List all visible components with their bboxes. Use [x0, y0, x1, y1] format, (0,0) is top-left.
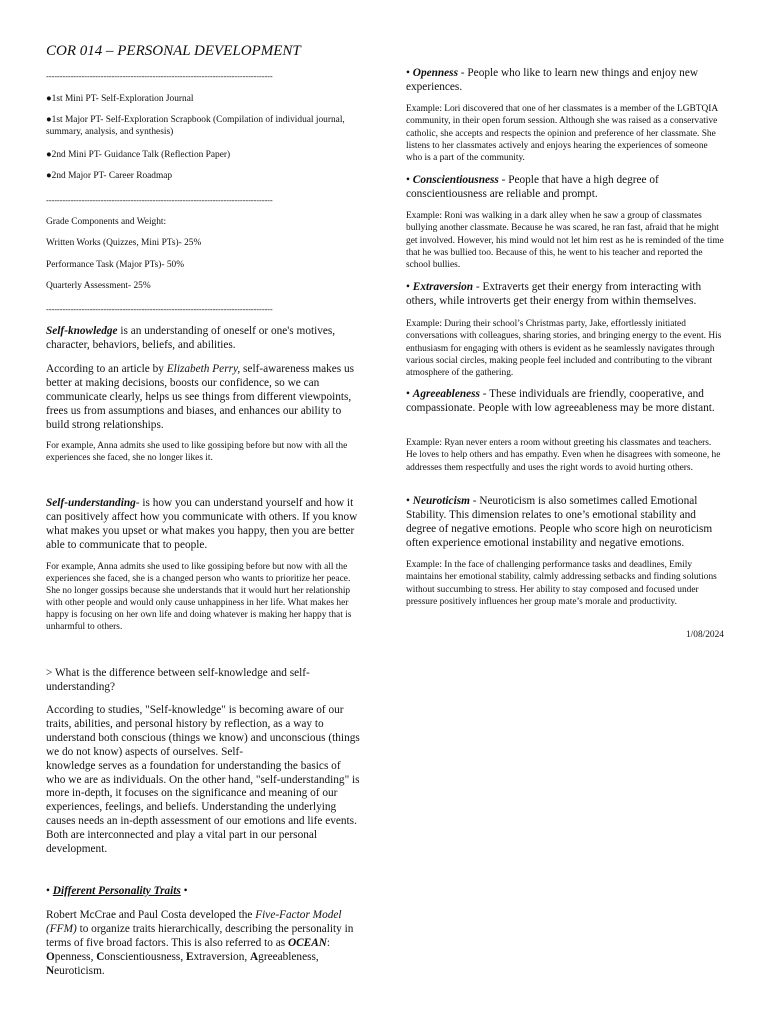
self-understanding-example: For example, Anna admits she used to like gossiping before but now with all the experiences she faced, she is a changed person who wants to prioritize her peace. She no longer gossips because she understands that it would hurt her relationship with other people and would only cause unhappiness in her life. What makes her happy is focusing on her own life and doing whatever is making her happy that is unharmful to others. [46, 562, 352, 632]
grade-item: Written Works (Quizzes, Mini PTs)- 25% [46, 238, 202, 248]
divider: ----------------------------------------------------------------------------------- [46, 71, 273, 81]
self-understanding-definition: Self-understanding- is how you can understand yourself and how it can positively affect how you communicate with others. If you know what makes you upset or what makes you happy, then you are better able to communicate that to people. [46, 497, 358, 551]
ffm-intro: Robert McCrae and Paul Costa developed the Five-Factor Model (FFM) to organize traits hierarchically, describing the personality in terms of five broad factors. This is also referred to as OCEAN: Openness, Conscientiousness, Extraversion, Agreeableness, Neuroticism. [46, 909, 354, 977]
trait-example: Example: Roni was walking in a dark alley when he saw a group of classmates bullying another classmate. Because he was scared, he ran fast, afraid that he might get involved. However, his mind would not let him rest as he is reminded of the time that he was bullied too. Because of this, he went to his teacher and reported the school bullies. [406, 211, 724, 271]
task-item: ●2nd Major PT- Career Roadmap [46, 171, 173, 181]
divider: ----------------------------------------------------------------------------------- [46, 195, 273, 205]
grade-heading: Grade Components and Weight: [46, 217, 167, 227]
personality-heading: • Different Personality Traits • [46, 885, 188, 897]
trait-openness: • Openness - People who like to learn new things and enjoy new experiences. [406, 67, 698, 93]
task-item: ●1st Major PT- Self-Exploration Scrapbook (Compilation of individual journal, summary, analysis, and synthesis) [46, 115, 345, 137]
term: Self-knowledge [46, 325, 118, 337]
trait-extraversion: • Extraversion - Extraverts get their energy from interacting with others, while introverts get their energy from within themselves. [406, 281, 702, 307]
difference-question: > What is the difference between self-knowledge and self-understanding? [46, 667, 310, 693]
trait-example: Example: In the face of challenging performance tasks and deadlines, Emily maintains her emotional stability, calmly addressing setbacks and finding solutions without succumbing to stress. Her ability to stay composed and focused under pressure positively influences her group mate’s morale and productivity. [406, 560, 717, 607]
task-item: ●2nd Mini PT- Guidance Talk (Reflection Paper) [46, 150, 231, 160]
page-title: COR 014 – PERSONAL DEVELOPMENT [46, 43, 301, 59]
grade-item: Performance Task (Major PTs)- 50% [46, 260, 185, 270]
trait-agreeableness: • Agreeableness - These individuals are friendly, cooperative, and compassionate. People with low agreeableness may be more distant. [406, 388, 715, 414]
self-knowledge-definition: Self-knowledge is an understanding of oneself or one's motives, character, behaviors, beliefs, and abilities. [46, 325, 336, 351]
term: Self-understanding [46, 497, 136, 509]
author: Elizabeth Perry, [166, 363, 241, 375]
self-knowledge-example: For example, Anna admits she used to like gossiping before but now with all the experiences she faced, she no longer likes it. [46, 441, 348, 463]
grade-item: Quarterly Assessment- 25% [46, 281, 151, 291]
task-item: ●1st Mini PT- Self-Exploration Journal [46, 94, 194, 104]
trait-example: Example: Ryan never enters a room without greeting his classmates and teachers. He loves to help others and has empathy. Even when he disagrees with someone, he addresses them respectfully and uses the right words to avoid hurting others. [406, 438, 721, 473]
difference-answer: According to studies, "Self-knowledge" is becoming aware of our traits, abilities, and personal history by reflection, as a way to understand both conscious (things we know) and unconscious (things we do not know) aspects of ourselves. Self- knowledge serves as a foundation for understanding the basics of who we are as individuals. On the other hand, "self-understanding" is more in-depth, it focuses on the significance and meaning of our experiences, feelings, and beliefs. Understanding the underlying causes needs an in-depth assessment of our emotions and life events. Both are interconnected and play a vital part in our personal development. [46, 704, 360, 856]
trait-neuroticism: • Neuroticism - Neuroticism is also sometimes called Emotional Stability. This dimension relates to one’s emotional stability and degree of negative emotions. People who score high on neuroticism often experience emotional instability and negative emotions. [406, 495, 713, 549]
trait-conscientiousness: • Conscientiousness - People that have a high degree of conscientiousness are reliable and prompt. [406, 174, 659, 200]
date-stamp: 1/08/2024 [685, 630, 724, 640]
self-knowledge-article: According to an article by Elizabeth Perry, self-awareness makes us better at making decisions, boosts our confidence, so we can communicate clearly, helps us see things from different viewpoints, frees us from assumptions and biases, and enhances our ability to build strong relationships. [46, 363, 355, 431]
trait-example: Example: Lori discovered that one of her classmates is a member of the LGBTQIA community, in their open forum session. Although she was raised as a conservative catholic, she accepts and respects the opinion and preference of her classmate. She listens to her classmates actively and enjoys hearing the experiences of someone who is a part of the community. [406, 104, 718, 164]
divider: ----------------------------------------------------------------------------------- [46, 304, 273, 314]
trait-example: Example: During their school’s Christmas party, Jake, effortlessly initiated conversations with colleagues, sharing stories, and bringing energy to the event. His enthusiasm for engaging with others is evident as he seamlessly navigates through various social circles, making people feel included and contributing to the vibrant atmosphere of the gathering. [406, 319, 722, 379]
